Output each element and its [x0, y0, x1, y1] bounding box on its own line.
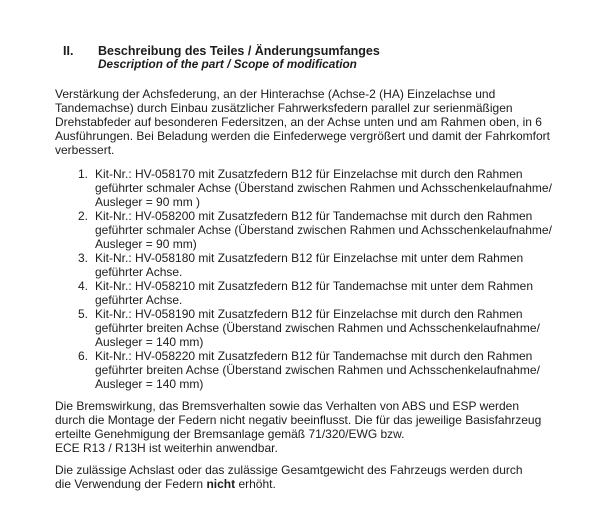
section-number: II. [63, 44, 74, 58]
kit-item-number: 1. [78, 167, 89, 181]
kit-item-text: Kit-Nr.: HV-058210 mit Zusatzfedern B12 für Tandemachse mit unter dem Rahmen geführter Achse. [95, 279, 533, 307]
axle-load-paragraph [55, 463, 577, 491]
axle-load-line-1: Die zulässige Achslast oder das zulässige Gesamtgewicht des Fahrzeugs werden durch [55, 463, 523, 477]
section-title: Beschreibung des Teiles / Änderungsumfanges [98, 44, 380, 58]
axle-load-line-2-suffix: erhöht. [235, 477, 276, 491]
kit-item-number: 4. [78, 279, 89, 293]
kit-item-number: 2. [78, 209, 89, 223]
kit-list-item [78, 307, 577, 349]
axle-load-line-2 [55, 477, 577, 491]
brake-effect-paragraph: Die Bremswirkung, das Bremsverhalten sowie das Verhalten von ABS und ESP werden durch die Montage der Federn nicht negativ beeinflusst. Die für das jeweilige Basisfahrzeug erteilte Genehmigung der Bremsanlage gemäß 71/320/EWG bzw. ECE R13 / R13H ist weiterhin anwendbar. [55, 399, 542, 455]
intro-paragraph: Verstärkung der Achsfederung, an der Hinterachse (Achse-2 (HA) Einzelachse und Tandemachse) durch Einbau zusätzlicher Fahrwerksfedern parallel zur serienmäßigen Drehstabfeder auf besonderen Federsitzen, an der Achse unten und am Rahmen oben, in 6 Ausführungen. Bei Beladung werden die Einfederwege vergrößert und damit der Fahrkomfort verbessert. [55, 87, 550, 157]
kit-list-item [78, 167, 577, 209]
kit-list-item [78, 251, 577, 279]
kit-number-list [78, 167, 577, 391]
kit-item-text: Kit-Nr.: HV-058190 mit Zusatzfedern B12 für Einzelachse mit durch den Rahmen geführter breiten Achse (Überstand zwischen Rahmen und Achsschenkelaufnahme/ Ausleger = 140 mm) [95, 307, 540, 349]
kit-item-text: Kit-Nr.: HV-058220 mit Zusatzfedern B12 für Tandemachse mit durch den Rahmen geführter breiten Achse (Überstand zwischen Rahmen und Achsschenkelaufnahme/ Ausleger = 140 mm) [95, 349, 540, 391]
kit-item-text: Kit-Nr.: HV-058200 mit Zusatzfedern B12 für Tandemachse mit durch den Rahmen geführter schmaler Achse (Überstand zwischen Rahmen und Achsschenkelaufnahme/ Ausleger = 90 mm) [95, 209, 552, 251]
kit-item-text: Kit-Nr.: HV-058170 mit Zusatzfedern B12 für Einzelachse mit durch den Rahmen geführter schmaler Achse (Überstand zwischen Rahmen und Achsschenkelaufnahme/ Ausleger = 90 mm ) [95, 167, 552, 209]
section-subtitle: Description of the part / Scope of modification [98, 57, 357, 71]
kit-item-text: Kit-Nr.: HV-058180 mit Zusatzfedern B12 für Einzelachse mit unter dem Rahmen geführter Achse. [95, 251, 524, 279]
axle-load-bold-word: nicht [206, 477, 236, 491]
document-content [55, 45, 577, 491]
kit-item-number: 6. [78, 349, 89, 363]
kit-item-number: 3. [78, 251, 89, 265]
kit-list-item [78, 349, 577, 391]
kit-list-item [78, 209, 577, 251]
axle-load-line-2-prefix: die Verwendung der Federn [55, 477, 207, 491]
kit-list-item [78, 279, 577, 307]
kit-item-number: 5. [78, 307, 89, 321]
